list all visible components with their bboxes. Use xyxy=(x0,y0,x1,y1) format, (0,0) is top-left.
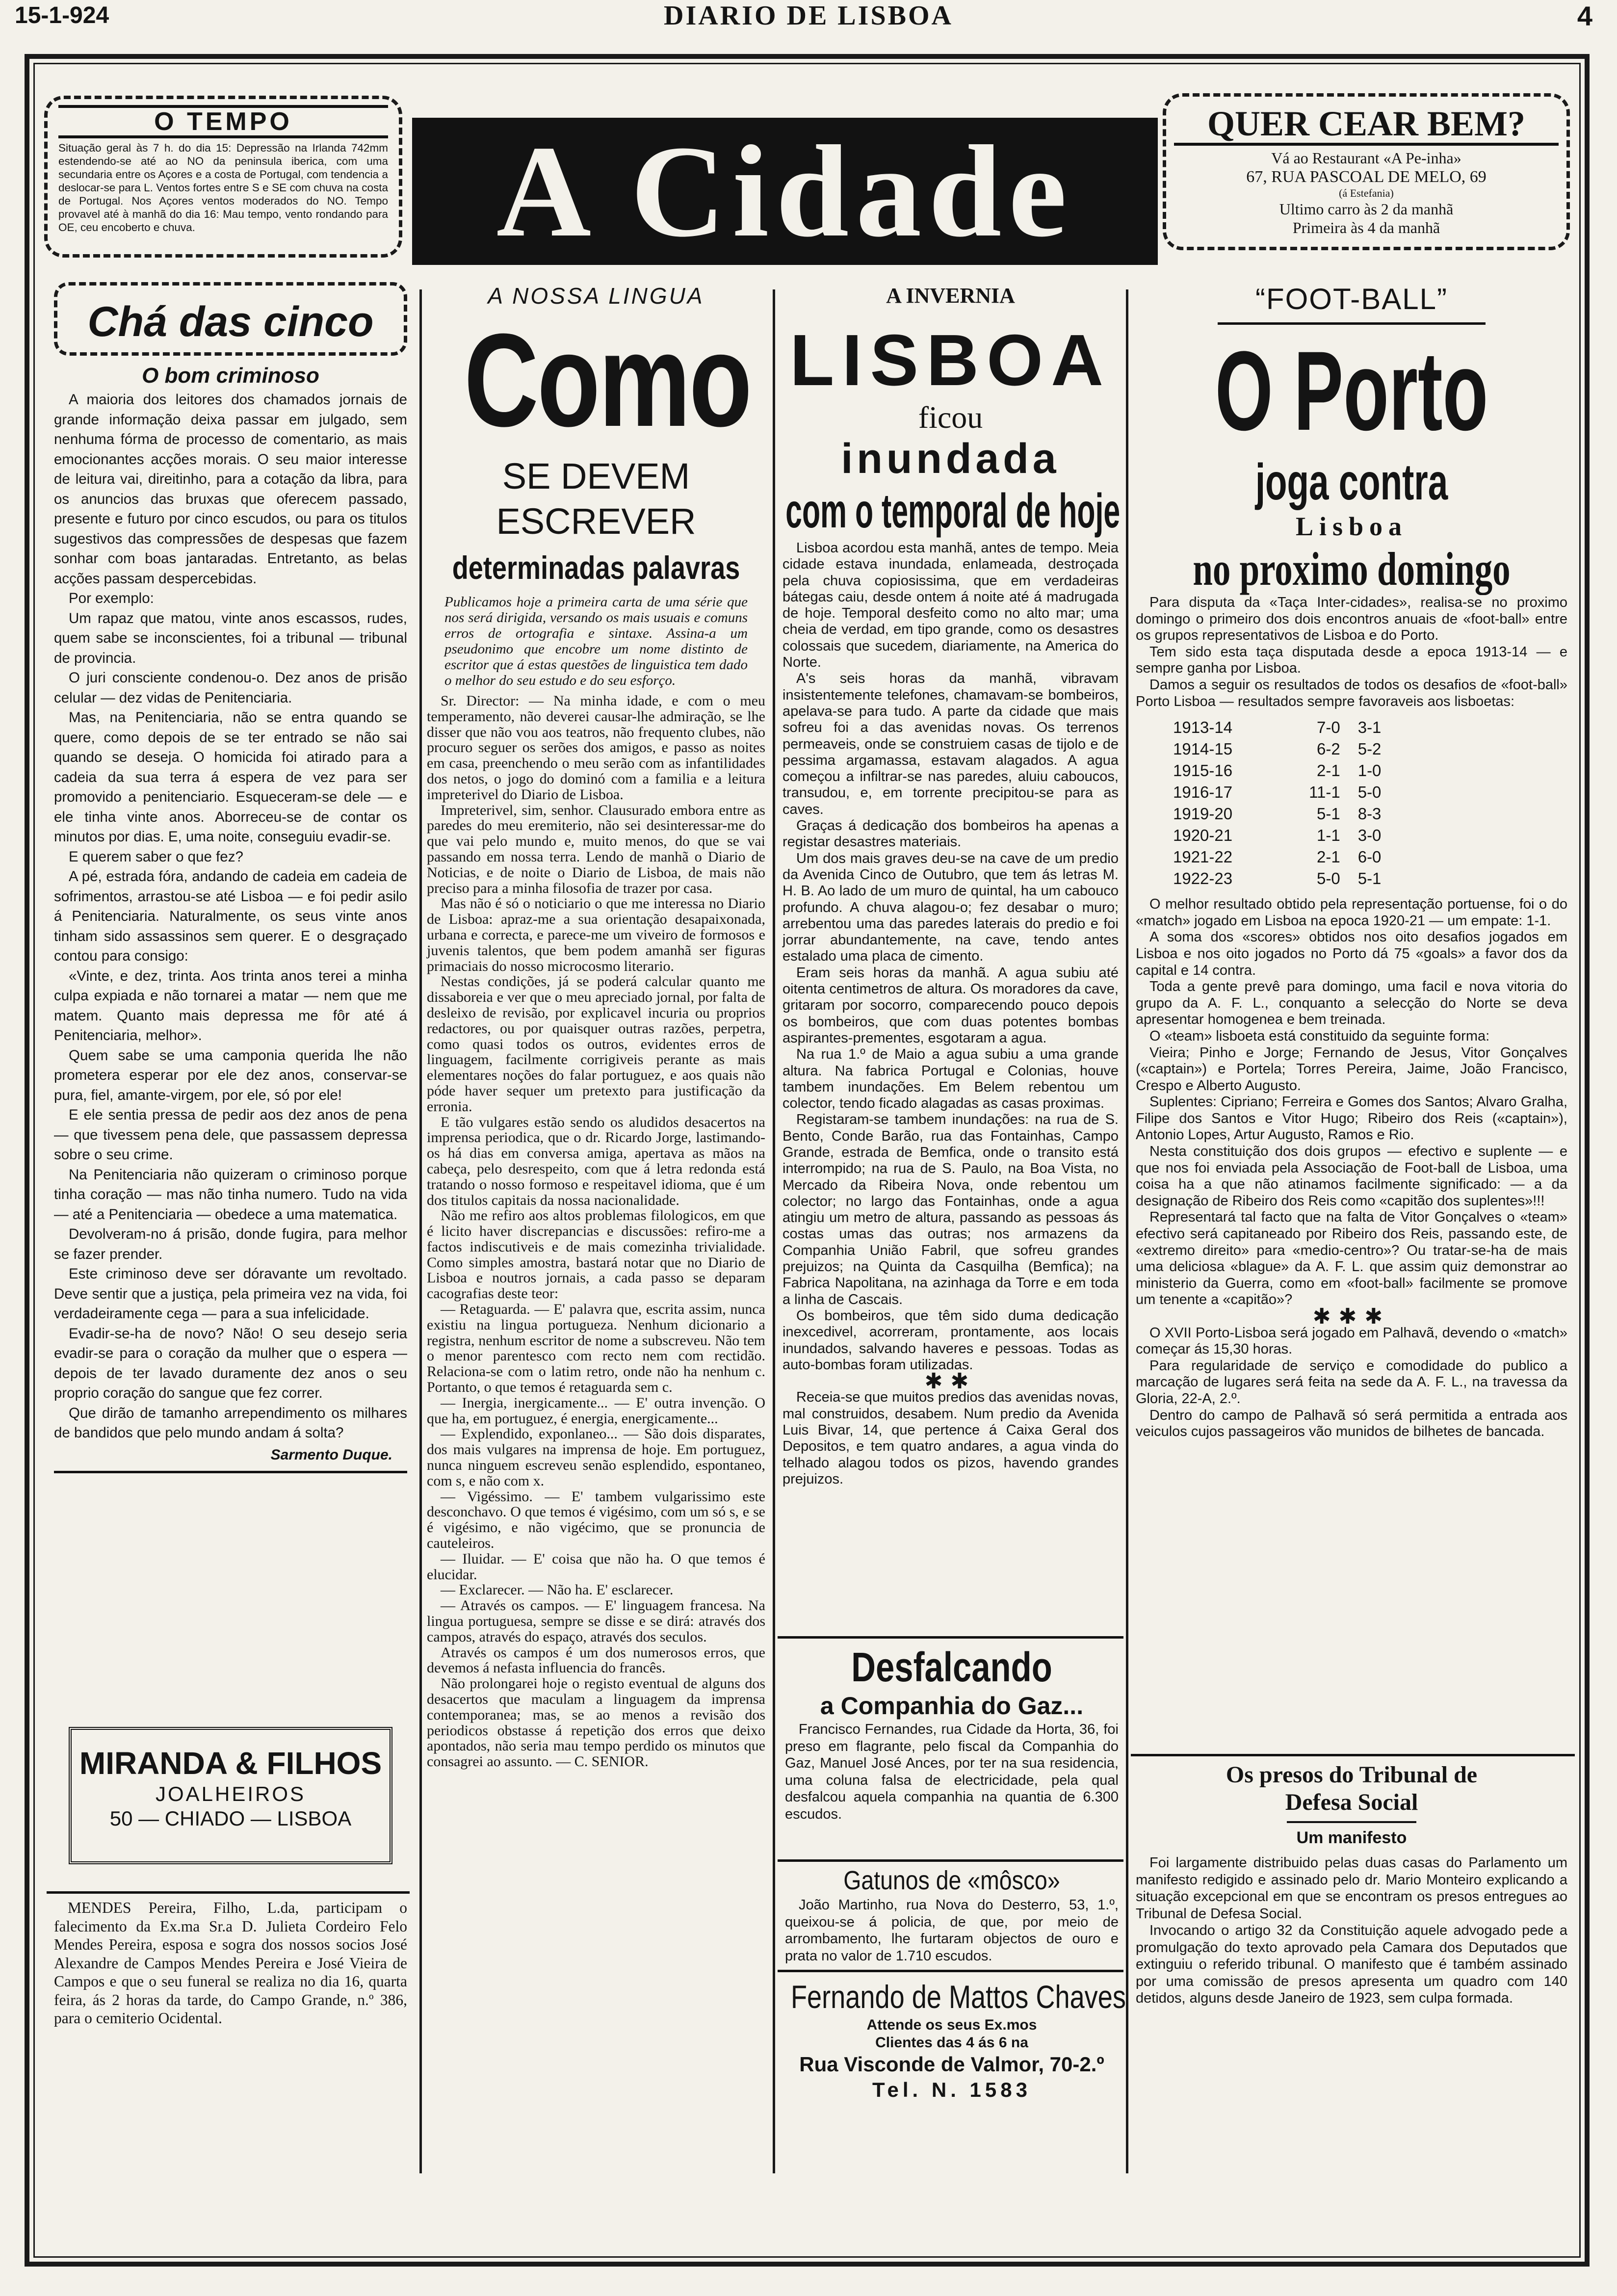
paragraph: A pé, estrada fóra, andando de cadeia em cadeia de sofrimentos, arrastou-se até Lisboa — e foi pedir asilo á Penitenciaria. Naturalmente, os seus vinte anos tinham sido assassinos sem querer. E o desgraçado contou para consigo: xyxy=(54,868,407,964)
paragraph: O «team» lisboeta está constituido da seguinte forma: xyxy=(1149,1028,1490,1044)
results-score-2: 5-1 xyxy=(1357,869,1382,888)
paragraph: Tem sido esta taça disputada desde a epoca 1913-14 — e sempre ganha por Lisboa. xyxy=(1136,644,1567,677)
column-cha-das-cinco xyxy=(54,282,407,1473)
results-season: 1913-14 xyxy=(1173,718,1233,737)
results-score-2: 3-1 xyxy=(1357,718,1382,737)
results-score-2: 5-0 xyxy=(1357,783,1382,802)
nossa-lingua-h3: ESCREVER xyxy=(496,501,696,542)
restaurant-ad-line2: 67, RUA PASCOAL DE MELO, 69 xyxy=(1246,168,1487,186)
mattos-chaves-ad xyxy=(785,1977,1126,2103)
results-score-1: 6-2 xyxy=(1317,740,1340,758)
paragraph: Representará tal facto que na falta de Vitor Gonçalves o «team» efectivo será capitaneado por Ribeiro dos Reis, passando este, de «extremo direito» para «medio-centro»? Ou tratar-se-ha de mais uma deliciosa «blague» da A. F. L. que assim quiz demonstrar ao ministerio da Guerra, como em «foot-ball» facilmente se promove um tenente a «capitão»? xyxy=(1136,1209,1567,1308)
paragraph: — Inergia, inergicamente... — E' outra invenção. O que ha, em portuguez, é energia, energicamente... xyxy=(427,1394,765,1427)
masthead-page-number: 4 xyxy=(1577,0,1592,31)
nossa-lingua-kicker: A NOSSA LINGUA xyxy=(488,283,704,309)
paragraph: Francisco Fernandes, rua Cidade da Horta, 36, foi preso em flagrante, pelo fiscal da Companhia do Gaz, Manuel José Ances, por ter na sua residencia, uma coluna falsa de electricidade, pela qual desfalcou aquela companhia na quantia de 6.300 escudos. xyxy=(785,1722,1119,1822)
section-title-banner xyxy=(412,118,1158,265)
mattos-chaves-line2: Clientes das 4 ás 6 na xyxy=(875,2035,1028,2051)
masthead xyxy=(15,0,1602,34)
paragraph: Dentro do campo de Palhavã só será permitida a entrada aos veiculos cujos passageiros vão munidos de bilhetes de bancada. xyxy=(1136,1407,1567,1440)
nossa-lingua-body xyxy=(427,693,765,1770)
paragraph: Graças á dedicação dos bombeiros ha apenas a registar desastres materiais. xyxy=(782,818,1119,850)
paragraph: Por exemplo: xyxy=(69,590,154,606)
miranda-filhos-trade: JOALHEIROS xyxy=(155,1782,306,1805)
paragraph: — Iluidar. — E' coisa que não ha. O que temos é elucidar. xyxy=(427,1550,765,1583)
paragraph: Invocando o artigo 32 da Constituição aquele advogado pede a promulgação do texto aprovado pela Camara dos Deputados que extinguiu o referido tribunal. O manifesto que é também assinado por uma comissão de presos apresenta um quadro com 140 detidos, alguns desde Janeiro de 1923, sem culpa formada. xyxy=(1136,1923,1567,2006)
results-row xyxy=(1170,782,1384,803)
miranda-filhos-address: 50 — CHIADO — LISBOA xyxy=(109,1807,352,1830)
nossa-lingua-intro: Publicamos hoje a primeira carta de uma série que nos será dirigida, versando os mais usuais e comuns erros de ortografia e sintaxe. Assina-a um pseudonimo que encobre um nome distinto de escritor que á estas questões de linguistica tem dado o melhor do seu estudo e do seu esforço. xyxy=(444,594,748,688)
results-row xyxy=(1170,868,1384,889)
paragraph: Não me refiro aos altos problemas filologicos, em que é licito haver discrepancias e discussões: refiro-me a factos indiscutiveis e de mais comezinha trivialidade. Como simples amostra, bastará notar que no Diario de Lisboa e noutros jornais, a cada passo se deparam cacografias deste teor: xyxy=(427,1207,765,1302)
results-season: 1921-22 xyxy=(1173,848,1233,866)
results-row xyxy=(1170,717,1384,738)
paragraph: Que dirão de tamanho arrependimento os milhares de bandidos que pelo mundo andam á solta? xyxy=(54,1405,407,1441)
miranda-filhos-ad xyxy=(69,1727,392,1864)
paragraph: — Retaguarda. — E' palavra que, escrita assim, nunca existiu na lingua portugueza. Nenhum dicionario a registra, nenhum escritor de nome a subscreveu. Não tem o menor parentesco com recto nem com rectidão. Relaciona-se com o latim retro, onde não ha nenhum c. Portanto, o que temos é retaguarda sem c. xyxy=(427,1301,765,1396)
invernia-h4: com o temporal de hoje xyxy=(785,484,1121,538)
results-score-1: 11-1 xyxy=(1309,783,1340,802)
paragraph: Mas não é só o noticiario o que me interessa no Diario de Lisboa: apraz-me a sua orientação desapaixonada, urbana e correcta, e parece-me um viveiro de formosos e juvenis talentos, que bem podem amanhã ser figuras primaciais do nosso microcosmo literario. xyxy=(427,895,765,974)
paragraph: Quem sabe se uma camponia querida lhe não prometera esperar por ele dez anos, conservar-se pura, fiel, amante-virgem, por ele, só por ele! xyxy=(54,1047,407,1103)
paragraph: Registaram-se tambem inundações: na rua de S. Bento, Conde Barão, rua das Fontainhas, Campo Grande, estrada de Bemfica, onde o transito está interrompido; na rua de S. Paulo, na Boa Vista, no Mercado da Ribeira Nova, onde rebentou um colector; no largo das Fontainhas, onde a agua atingiu um metro de altura, passando as pessoas ás costas umas das outras; nos armazens da Companhia União Fabril, que sofreu grandes prejuizos; na Quinta da Casquilha (Bemfica); na Fabrica Napolitana, na azinhaga da Torre e em toda a linha de Cascais. xyxy=(782,1112,1119,1307)
weather-text: Situação geral às 7 h. do dia 15: Depressão na Irlanda 742mm estendendo-se até ao NO da peninsula iberica, com uma secundaria entre os Açores e a costa de Portugal, com tendencia a deslocar-se para L. Ventos fortes entre S e SE com chuva na costa de Portugal. Nos Açores ventos moderados do NO. Tempo provavel até à manhã do dia 16: Mau tempo, vento rondando para OE, ceu encoberto e chuva. xyxy=(58,142,388,234)
paragraph: Eram seis horas da manhã. A agua subiu até oitenta centimetros de altura. Os moradores da cave, gritaram por socorro, comparecendo pouco depois os bombeiros, que com duas potentes bombas aspirantes-prementes, esgotaram a agua. xyxy=(782,965,1119,1046)
restaurant-ad-line4: Ultimo carro às 2 da manhã xyxy=(1279,200,1454,218)
desfalcando-subhead: a Companhia do Gaz... xyxy=(820,1692,1084,1720)
paragraph: A maioria dos leitores dos chamados jornais de grande informação deixa passar em julgado, sem nenhuma fórma de processo de comentario, as mais emocionantes acções morais. O seu maior interesse de leitura vai, direitinho, para a cotação da libra, para os anuncios das bruxas que oferecem passado, presente e futuro por cinco escudos, ou para os titulos sugestivos das compressões de despesas que fazem sonhar com boas jantaradas. Entretanto, as belas acções passam despercebidas. xyxy=(54,391,407,587)
results-row xyxy=(1170,825,1384,846)
paragraph: Através os campos é um dos numerosos erros, que devemos á nefasta influencia do francês. xyxy=(427,1644,765,1676)
football-h4: no proximo domingo xyxy=(1193,543,1511,595)
paragraph: Nestas condições, já se poderá calcular quanto me dissaboreia e ver que o meu apreciado jornal, por falta de desleixo de revisão, por explicavel incuria ou proprios redactores, ou por quaisquer outras razões, perpetra, como quasi todos os outros, evidentes erros de linguagem, facilmente corrigiveis perante as mais elementares noções do falar portuguez, e aos quais não póde haver sequer um pretexto para justificação da erronia. xyxy=(427,973,765,1115)
weather-box xyxy=(44,96,402,258)
results-season: 1916-17 xyxy=(1173,783,1233,802)
football-headline: O Porto xyxy=(1215,328,1488,454)
results-score-1: 7-0 xyxy=(1317,718,1340,737)
column-rule xyxy=(773,289,775,2173)
paragraph: Foi largamente distribuido pelas duas casas do Parlamento um manifesto redigido e assinado pelo dr. Mario Monteiro explicando a situação excepcional em que se encontram os presos entregues ao Tribunal de Defesa Social. xyxy=(1136,1855,1567,1922)
results-season: 1920-21 xyxy=(1173,826,1233,845)
paragraph: — Vigéssimo. — E' tambem vulgarissimo este desconchavo. O que temos é vigésimo, com um só s, e se é vigésimo, e não vigécimo, que se pronuncia de cauteleiros. xyxy=(427,1488,765,1552)
paragraph: Os bombeiros, que têm sido duma dedicação inexcedivel, acorreram, prontamente, aos locais inundados, salvando haveres e pessoas. Todas as auto-bombas foram utilizadas. xyxy=(782,1307,1119,1373)
paragraph: Nesta constituição dos dois grupos — efectivo e suplente — e que nos foi enviada pela Associação de Foot-ball de Lisboa, uma coisa ha a que não atinamos facilmente significado: — a da designação de Ribeiro dos Reis como «capitão dos suplentes»!!! xyxy=(1136,1144,1567,1209)
presos-article xyxy=(1136,1761,1567,2007)
invernia-body xyxy=(782,540,1119,1487)
results-row xyxy=(1170,738,1384,760)
column-rule xyxy=(419,289,422,2173)
paragraph: Sr. Director: — Na minha idade, e com o meu temperamento, não deverei causar-lhe admiração, se lhe disser que não vou aos teatros, não frequento clubes, não procuro seguer os serões dos amigos, e passo as noites em casa, preenchendo o meu serão com as infantilidades dos netos, o jogo do dominó com a familia e a leitura impreterivel do Diario de Lisboa. xyxy=(427,693,765,803)
weather-title: O TEMPO xyxy=(58,105,388,138)
paragraph: Evadir-se-ha de novo? Não! O seu desejo seria evadir-se para o coração da mulher que o espera — depois de ter lavado duramente dez anos o seu proprio coração do sangue que fez correr. xyxy=(54,1325,407,1401)
football-kicker: “FOOT-BALL” xyxy=(1255,283,1448,315)
paragraph: A soma dos «scores» obtidos nos oito desafios jogados em Lisboa e nos oito jogados no Porto dá 75 «goals» a favor dos da capital e 14 contra. xyxy=(1136,929,1567,978)
divider xyxy=(1218,322,1486,325)
paragraph: Mas, na Penitenciaria, não se entra quando se quere, como depois de se ter entrado se não sai quando se deseja. O homicida foi atirado para a cadeia da sua terra á espera de vez para ser promovido a penitenciario. Esqueceram-se dele — e ele tinha vinte anos. Aborreceu-se de contar os minutos por dias. E, uma noite, conseguiu evadir-se. xyxy=(54,709,407,845)
paragraph: Para disputa da «Taça Inter-cidades», realisa-se no proximo domingo o primeiro dos dois encontros anuais de «foot-ball» entre os grupos representativos de Lisboa e do Porto. xyxy=(1136,595,1567,644)
divider xyxy=(1287,1821,1416,1823)
results-score-1: 2-1 xyxy=(1317,848,1340,866)
paragraph: O melhor resultado obtido pela representação portuense, foi o do «match» jogado em Lisboa na epoca 1920-21 — um empate: 1-1. xyxy=(1136,896,1567,929)
divider xyxy=(1131,1754,1575,1756)
results-score-1: 2-1 xyxy=(1317,761,1340,780)
results-season: 1914-15 xyxy=(1173,740,1233,758)
paragraph: Devolveram-no á prisão, donde fugira, para melhor se fazer prender. xyxy=(54,1226,407,1262)
desfalcando-headline: Desfalcando xyxy=(851,1644,1052,1690)
divider xyxy=(778,1970,1123,1972)
paragraph: Suplentes: Cipriano; Ferreira e Gomes dos Santos; Alvaro Gralha, Filipe dos Santos e Vitor Hugo; Ribeiro dos Reis («captain»), Antonio Lopes, Artur Augusto, Ramos e Rio. xyxy=(1136,1094,1567,1143)
paragraph: Para regularidade de serviço e comodidade do publico a marcação de lugares será feita na sede da A. F. L., na travessa da Gloria, 22-A, 2.º. xyxy=(1136,1357,1567,1407)
section-title: A Cidade xyxy=(496,118,1074,264)
paragraph: A's seis horas da manhã, vibravam insistentemente telefones, chamavam-se bombeiros, apelava-se para tudo. A parte da cidade que mais sofreu foi a das avenidas novas. Os terrenos permeaveis, onde se construiem casas de tijolo e de pessima argamassa, estavam alagados. A agua começou a infiltrar-se nas paredes, aluiu caboucos, transudou, e, em torrente precipitou-se para as caves. xyxy=(782,671,1119,817)
restaurant-ad-line3: (á Estefania) xyxy=(1339,187,1394,199)
results-season: 1919-20 xyxy=(1173,805,1233,823)
column-rule xyxy=(1126,289,1128,2173)
column-invernia xyxy=(782,282,1119,1487)
restaurant-ad-line1: Vá ao Restaurant «A Pe-inha» xyxy=(1271,149,1461,167)
mattos-chaves-line1: Attende os seus Ex.mos xyxy=(866,2017,1037,2033)
desfalcando-body xyxy=(785,1721,1119,1823)
gatunos-article xyxy=(785,1864,1119,1964)
paragraph: Receia-se que muitos predios das avenidas novas, mal construidos, desabem. Num predio da Avenida Luis Bivar, 14, que pertence á Caixa Geral dos Depositos, e tem quatro andares, a agua vinda do telhado alagou todos os pizos, havendo grandes prejuizos. xyxy=(782,1389,1119,1487)
cha-das-cinco-title: Chá das cinco xyxy=(87,298,374,345)
miranda-filhos-name: MIRANDA & FILHOS xyxy=(79,1746,382,1781)
results-score-1: 5-0 xyxy=(1317,869,1340,888)
presos-headline: Os presos do Tribunal de Defesa Social xyxy=(1226,1762,1478,1815)
divider xyxy=(778,1859,1123,1862)
divider xyxy=(778,1636,1123,1639)
obituary-notice xyxy=(54,1899,407,2028)
gatunos-body xyxy=(785,1897,1119,1964)
paragraph: Não prolongarei hoje o registo eventual de alguns dos desacertos que maculam a linguagem da imprensa contemporanea; mas, se ao menos a revisão dos periodicos obstasse á repetição dos erros que deixo apontados, não seria mau tempo perdido os minutos que consagrei ao assunto. — C. SENIOR. xyxy=(427,1675,765,1770)
cha-das-cinco-signature: Sarmento Duque. xyxy=(270,1446,392,1463)
results-row xyxy=(1170,760,1384,782)
results-row xyxy=(1170,846,1384,868)
paragraph: Na Penitenciaria não quizeram o criminoso porque tinha coração — mas não tinha numero. Tudo na vida — até a Penitenciaria — obedece a uma matematica. xyxy=(54,1166,407,1223)
paragraph: — Explendido, exponlaneo... — São dois disparates, dos mais vulgares na imprensa de hoje. Em portuguez, nunca ninguem escreveu senão esplendido, espontaneo, com s, e não com x. xyxy=(427,1426,765,1489)
restaurant-ad-line5: Primeira às 4 da manhã xyxy=(1292,219,1440,236)
nossa-lingua-headline: Como xyxy=(464,307,751,454)
paragraph: «Vinte, e dez, trinta. Aos trinta anos terei a minha culpa expiada e não tornarei a matar — nem que me matem. Quanto mais depressa me fôr até á Penitenciaria, melhor». xyxy=(54,967,407,1044)
results-score-2: 6-0 xyxy=(1357,848,1382,866)
results-score-2: 1-0 xyxy=(1357,761,1382,780)
gatunos-headline: Gatunos de «môsco» xyxy=(843,1866,1060,1895)
section-ornament: ✱✱ xyxy=(924,1369,977,1394)
mattos-chaves-line4: Tel. N. 1583 xyxy=(872,2078,1031,2101)
masthead-paper-name: DIARIO DE LISBOA xyxy=(664,0,953,31)
column-foot-ball xyxy=(1136,282,1567,1440)
paragraph: Vieira; Pinho e Jorge; Fernando de Jesus, Vitor Gonçalves («captain») e Portela; Torres Pereira, Jaime, João Francisco, Crespo e Alberto Augusto. xyxy=(1136,1044,1567,1094)
paragraph: Um rapaz que matou, vinte anos escassos, rudes, quem sabe se inconscientes, foi a tribunal — tribunal de provincia. xyxy=(54,610,407,666)
section-ornament: ✱✱✱ xyxy=(1312,1305,1391,1329)
paragraph: Lisboa acordou esta manhã, antes de tempo. Meia cidade estava inundada, enlameada, destroçada pela chuva copiosissima, que em verdadeiras bátegas caiu, desde ontem á noite até á madrugada de hoje. Temporal desfeito como no alto mar; uma cheia de verdad, em tipo grande, como os desastres colossais que sucedem, diariamente, na America do Norte. xyxy=(782,540,1119,671)
paragraph: E ele sentia pressa de pedir aos dez anos de pena — que tivessem pena dele, que passassem depressa sobre o seu crime. xyxy=(54,1107,407,1163)
presos-subhead: Um manifesto xyxy=(1296,1828,1407,1847)
paragraph: Um dos mais graves deu-se na cave de um predio da Avenida Cinco de Outubro, que tem ás letras M. H. B. Ao lado de um muro de quintal, ha um cabouco profundo. A chuva alagou-o; fez desabar o muro; arrebentou uma das paredes laterais do predio e foi jorrar abundantemente, na cave, tendo antes estalado uma placa de cimento. xyxy=(782,850,1119,965)
results-table xyxy=(1170,717,1384,889)
invernia-headline: LISBOA xyxy=(789,320,1112,401)
invernia-h3: inundada xyxy=(841,435,1060,482)
cha-das-cinco-subtitle: O bom criminoso xyxy=(142,364,319,388)
paragraph: Na rua 1.º de Maio a agua subiu a uma grande altura. Na fabrica Portugal e Colonias, houve tambem inundações. Em Belem rebentou um colector, tendo ficado alagadas as casas proximas. xyxy=(782,1046,1119,1112)
paragraph: Impreterivel, sim, senhor. Clausurado embora entre as paredes do meu eremiterio, não sei desinteressar-me do que vai pelo mundo e, muito menos, do que se vai passando em nossa terra. Lendo de manhã o Diario de Noticias, e de noite o Diario de Lisboa, de mais não preciso para a minha filosofia de trazer por casa. xyxy=(427,802,765,896)
column-nossa-lingua xyxy=(427,282,765,1770)
results-score-2: 8-3 xyxy=(1357,805,1382,823)
results-score-1: 1-1 xyxy=(1317,826,1340,845)
results-season: 1922-23 xyxy=(1173,869,1233,888)
results-row xyxy=(1170,803,1384,825)
restaurant-ad xyxy=(1163,93,1570,250)
paragraph: — Através os campos. — E' linguagem francesa. Na lingua portuguesa, sempre se disse e se dirá: através dos campos, através do espaço, através dos seculos. xyxy=(427,1597,765,1645)
football-body xyxy=(1136,896,1567,1440)
football-intro xyxy=(1136,595,1567,710)
mattos-chaves-line3: Rua Visconde de Valmor, 70-2.º xyxy=(799,2053,1104,2076)
paragraph: E querem saber o que fez? xyxy=(69,848,243,865)
invernia-kicker: A INVERNIA xyxy=(886,284,1015,308)
mattos-chaves-name: Fernando de Mattos Chaves xyxy=(791,1979,1126,2015)
invernia-h2: ficou xyxy=(918,400,983,435)
masthead-date: 15-1-924 xyxy=(15,2,109,28)
paragraph: Damos a seguir os resultados de todos os desafios de «foot-ball» Porto Lisboa — resultados sempre favoraveis aos lisboetas: xyxy=(1136,677,1567,709)
presos-body xyxy=(1136,1854,1567,2007)
results-season: 1915-16 xyxy=(1173,761,1233,780)
cha-das-cinco-box xyxy=(54,282,407,356)
obituary-text: MENDES Pereira, Filho, L.da, participam o falecimento da Ex.ma Sr.a D. Julieta Cordeiro Felo Mendes Pereira, esposa e sogra dos nossos socios José Alexandre de Campos Mendes Pereira e José Vieira de Campos e que o seu funeral se realiza no dia 16, quarta feira, ás 2 horas da tarde, do Campo Grande, n.º 386, para o cemiterio Ocidental. xyxy=(54,1899,407,2027)
football-h3: Lisboa xyxy=(1295,512,1408,541)
paragraph: — Exclarecer. — Não ha. E' esclarecer. xyxy=(441,1582,674,1598)
divider xyxy=(54,1471,407,1473)
paragraph: João Martinho, rua Nova do Desterro, 53, 1.º, queixou-se á policia, de que, por meio de arrombamento, lhe furtaram objectos de ouro e prata no valor de 1.710 escudos. xyxy=(785,1897,1119,1964)
restaurant-ad-headline: QUER CEAR BEM? xyxy=(1174,104,1559,146)
paragraph: Este criminoso deve ser dóravante um revoltado. Deve sentir que a justiça, pela primeira vez na vida, foi verdadeiramente cega — para a sua infelicidade. xyxy=(54,1266,407,1322)
nossa-lingua-h2: SE DEVEM xyxy=(502,456,690,496)
results-score-1: 5-1 xyxy=(1317,805,1340,823)
paragraph: O XVII Porto-Lisboa será jogado em Palhavã, devendo o «match» começar ás 15,30 horas. xyxy=(1136,1325,1567,1357)
divider xyxy=(47,1891,410,1894)
paragraph: O juri consciente condenou-o. Dez anos de prisão celular — dez vidas de Penitenciaria. xyxy=(54,670,407,706)
football-h2: joga contra xyxy=(1255,454,1448,511)
cha-das-cinco-body xyxy=(54,390,407,1443)
paragraph: E tão vulgares estão sendo os aludidos desacertos na imprensa periodica, que o dr. Ricardo Jorge, lastimando-os há dias em conversa amiga, apertava as mãos na cabeça, pelo desrespeito, com que á letra redonda está tratando o nosso formoso e respeitavel idioma, que é um dos titulos capitais da nossa nacionalidade. xyxy=(427,1114,765,1208)
results-score-2: 5-2 xyxy=(1357,740,1382,758)
paragraph: Toda a gente prevê para domingo, uma facil e nova vitoria do grupo da A. F. L., conquanto a selecção do Norte se deva apresentar homogenea e bem treinada. xyxy=(1136,979,1567,1028)
nossa-lingua-h4: determinadas palavras xyxy=(452,549,740,586)
desfalcando-article xyxy=(785,1644,1119,1823)
results-score-2: 3-0 xyxy=(1357,826,1382,845)
